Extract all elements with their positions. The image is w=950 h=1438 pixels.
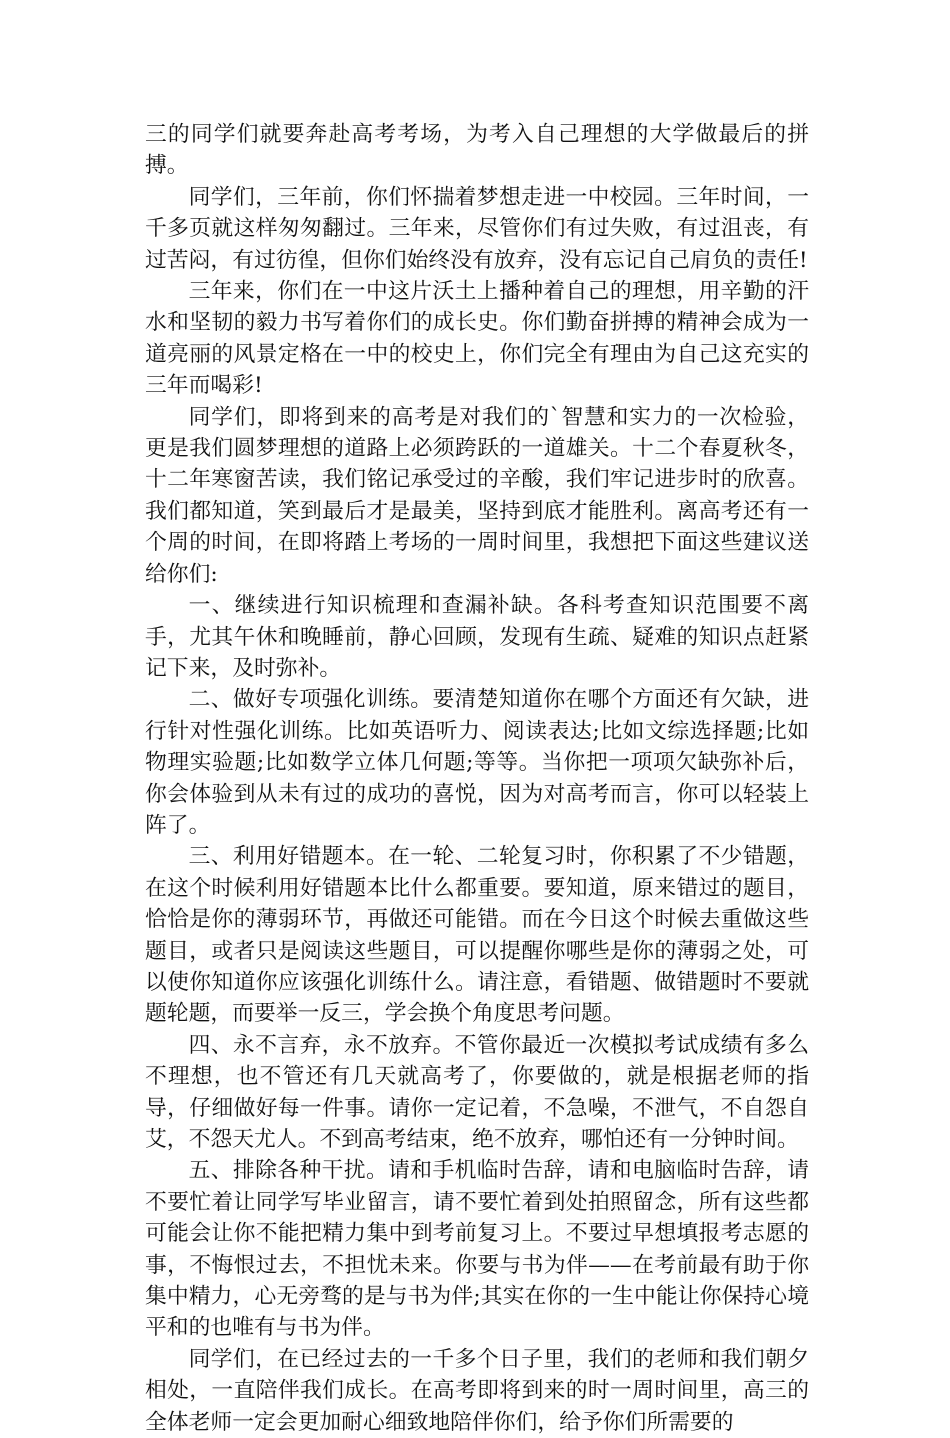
paragraph-suggestion-5: 五、排除各种干扰。请和手机临时告辞，请和电脑临时告辞，请不要忙着让同学写毕业留言，请不要忙着到处拍照留念，所有这些都可能会让你不能把精力集中到考前复习上。不要过早想填报考志愿的事，不悔恨过去，不担忧未来。你要与书为伴——在考前最有助于你集中精力，心无旁骛的是与书为伴;其实在你的一生中能让你保持心境平和的也唯有与书为伴。 — [145, 1158, 809, 1341]
paragraph-continuation: 三的同学们就要奔赴高考考场，为考入自己理想的大学做最后的拼搏。 — [145, 122, 809, 179]
paragraph-suggestion-4: 四、永不言弃，永不放弃。不管你最近一次模拟考试成绩有多么不理想，也不管还有几天就高考了，你要做的，就是根据老师的指导，仔细做好每一件事。请你一定记着，不急噪，不泄气，不自怨自艾，不怨天尤人。不到高考结束，绝不放弃，哪怕还有一分钟时间。 — [145, 1032, 809, 1152]
paragraph-suggestion-1: 一、继续进行知识梳理和查漏补缺。各科考查知识范围要不离手，尤其午休和晚睡前，静心回顾，发现有生疏、疑难的知识点赶紧记下来，及时弥补。 — [145, 593, 809, 681]
paragraph: 同学们，三年前，你们怀揣着梦想走进一中校园。三年时间，一千多页就这样匆匆翻过。三年来，尽管你们有过失败，有过沮丧，有过苦闷，有过彷徨，但你们始终没有放弃，没有忘记自己肩负的责任! — [145, 184, 809, 273]
paragraph: 三年来，你们在一中这片沃土上播种着自己的理想，用辛勤的汗水和坚韧的毅力书写着你们的成长史。你们勤奋拼搏的精神会成为一道亮丽的风景定格在一中的校史上，你们完全有理由为自己这充实的三年而喝彩! — [145, 279, 809, 399]
paragraph: 同学们，在已经过去的一千多个日子里，我们的老师和我们朝夕相处，一直陪伴我们成长。在高考即将到来的时一周时间里，高三的全体老师一定会更加耐心细致地陪伴你们，给予你们所需要的 — [145, 1346, 809, 1435]
paragraph-suggestion-3: 三、利用好错题本。在一轮、二轮复习时，你积累了不少错题，在这个时候利用好错题本比什么都重要。要知道，原来错过的题目，恰恰是你的薄弱环节，再做还可能错。而在今日这个时候去重做这些题目，或者只是阅读这些题目，可以提醒你哪些是你的薄弱之处，可以使你知道你应该强化训练什么。请注意，看错题、做错题时不要就题轮题，而要举一反三，学会换个角度思考问题。 — [145, 844, 809, 1027]
paragraph-suggestion-2: 二、做好专项强化训练。要清楚知道你在哪个方面还有欠缺，进行针对性强化训练。比如英语听力、阅读表达;比如文综选择题;比如物理实验题;比如数学立体几何题;等等。当你把一项项欠缺弥补后，你会体验到从未有过的成功的喜悦，因为对高考而言，你可以轻装上阵了。 — [145, 687, 809, 838]
paragraph: 同学们，即将到来的高考是对我们的`智慧和实力的一次检验，更是我们圆梦理想的道路上必须跨跃的一道雄关。十二个春夏秋冬，十二年寒窗苦读，我们铭记承受过的辛酸，我们牢记进步时的欣喜。我们都知道，笑到最后才是最美，坚持到底才能胜利。离高考还有一个周的时间，在即将踏上考场的一周时间里，我想把下面这些建议送给你们: — [145, 404, 809, 587]
document-page — [145, 119, 809, 1438]
